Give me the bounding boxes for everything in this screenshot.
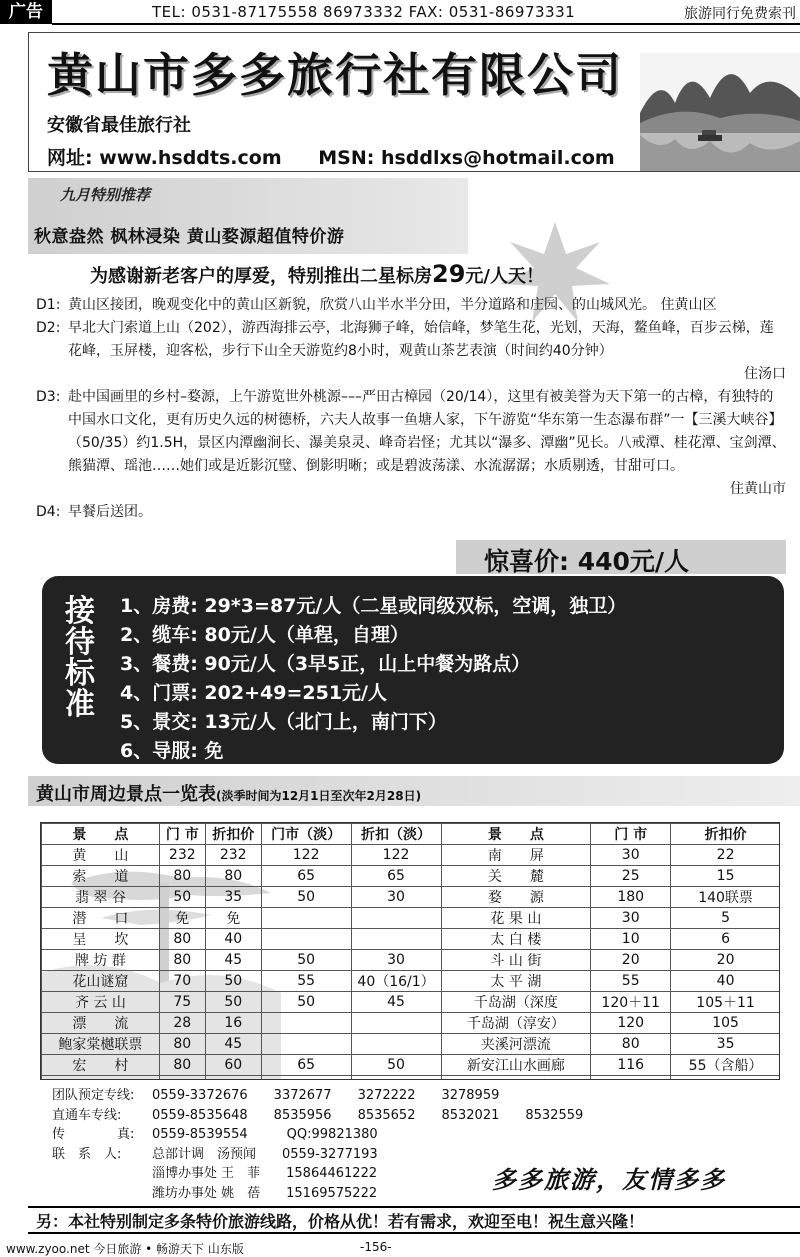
contact-row [52,1125,583,1145]
table-cell: 120＋11 [591,992,671,1013]
attractions-table [40,822,780,1080]
footer-source: www.zyoo.net 今日旅游 • 畅游天下 山东版 [6,1242,244,1256]
reception-item: 5、景交: 13元/人（北门上，南门下） [120,711,447,733]
table-cell: 116 [591,1055,671,1076]
table-cell [351,908,441,929]
day-text: 赴中国画里的乡村–婺源，上午游览世外桃源–––严田古樟园（20/14），这里有被美誉为天下第一的古樟，有独特的中国水口文化，更有历史久远的树德桥，六夫人故事一鱼塘人家，下午游览“华东第一生态瀑布群”一【三溪大峡谷】（50/35）约1.5H，景区内潭幽涧长、瀑美泉灵、峰奇岩怪；尤其以“瀑多、潭幽”见长。八戒潭、桂花潭、宝剑潭、熊猫潭、瑶池……她们或是近影沉璧、倒影明晰；或是碧波荡漾、水流潺潺；水质剔透，甘甜可口。 [68,389,786,474]
reception-title-char: 准 [65,687,95,722]
month-label: 九月特别推荐 [60,186,151,204]
table-cell: 80 [159,866,205,887]
table-cell: 65 [351,866,441,887]
table-cell: 25 [591,866,671,887]
table-cell: 15 [671,866,780,887]
thanks-line [90,260,544,288]
table-cell: 斗 山 街 [441,950,591,971]
table-cell: 45 [351,992,441,1013]
ad-label: 广告 [0,0,52,24]
table-cell: 50 [205,971,261,992]
table-cell [671,1076,780,1081]
table-cell: 鲍家棠樾联票 [42,1034,160,1055]
table-cell: 65 [261,866,351,887]
table-cell: 免 [159,908,205,929]
table-cell: 翡 翠 谷 [42,887,160,908]
table-cell: 70 [159,971,205,992]
table-cell [351,1076,441,1081]
web-row [47,143,645,170]
day-label: D1: [36,297,61,313]
table-cell [441,1076,591,1081]
table-header-cell: 门 市 [591,824,671,845]
contact-label: 传 真: [52,1127,135,1142]
table-cell: 20 [671,950,780,971]
table-cell: 潜 口 [42,908,160,929]
table-cell: 50 [261,950,351,971]
table-cell: 50 [351,1055,441,1076]
day-stay: 住汤口 [744,366,786,382]
attractions-note: (淡季时间为12月1日至次年2月28日) [216,789,422,803]
itinerary [36,294,786,524]
page-footer [0,1238,800,1257]
itinerary-day [36,501,786,524]
table-cell [261,929,351,950]
contact-row [52,1106,583,1126]
table-cell: 花山谜窟 [42,971,160,992]
thanks-pre: 为感谢新老客户的厚爱，特别推出二星标房 [90,266,432,287]
contact-value: 0559-3372676 3372677 3272222 3278959 [152,1088,500,1103]
table-header-cell: 折扣价 [205,824,261,845]
table-cell: 黄 山 [42,845,160,866]
table-header-cell: 折扣（淡） [351,824,441,845]
company-subtitle: 安徽省最佳旅行社 [47,115,191,136]
table-row [42,887,781,908]
table-cell: 22 [671,845,780,866]
table-cell: 28 [159,1013,205,1034]
contact-value: 0559-8539554 QQ:99821380 [152,1127,378,1142]
table-cell: 索 道 [42,866,160,887]
table-row [42,866,781,887]
table-cell [205,1076,261,1081]
table-cell: 50 [261,992,351,1013]
reception-title [60,596,100,720]
table-cell: 20 [591,950,671,971]
table-cell: 千岛湖（深度 [441,992,591,1013]
slogan: 多多旅游，友情多多 [492,1165,726,1194]
table-cell: 75 [159,992,205,1013]
table-cell: 千岛湖（淳安） [441,1013,591,1034]
table-cell: 50 [205,992,261,1013]
table-cell: 40 [671,971,780,992]
table-row [42,992,781,1013]
table-row [42,950,781,971]
table-cell: 122 [351,845,441,866]
table-cell: 45 [205,1034,261,1055]
table-cell: 50 [261,887,351,908]
table-cell [351,929,441,950]
day-label: D2: [36,320,61,336]
table-cell: 35 [671,1034,780,1055]
table-cell: 30 [351,887,441,908]
itinerary-day [36,294,786,317]
reception-item: 2、缆车: 80元/人（单程，自理） [120,624,409,646]
table-cell: 夹溪河漂流 [441,1034,591,1055]
thanks-post: 元/人天！ [465,266,544,287]
contact-label: 团队预定专线: [52,1088,135,1103]
reception-list [120,592,626,766]
table-row [42,1013,781,1034]
contact-label: 直通车专线: [52,1107,122,1123]
day-label: D3: [36,389,61,405]
table-cell [261,1034,351,1055]
day-stay: 住黄山市 [730,481,786,497]
itinerary-day [36,317,786,386]
contact-value: 潍坊办事处 姚 蓓 15169575222 [152,1185,378,1201]
table-cell: 太 白 楼 [441,929,591,950]
table-row [42,1076,781,1081]
table-cell: 65 [261,1055,351,1076]
reception-panel [42,576,784,764]
table-cell: 免 [205,908,261,929]
table-cell: 50 [159,887,205,908]
table-row [42,929,781,950]
table-cell: 婺 源 [441,887,591,908]
promo-headline: 秋意盎然 枫林浸染 黄山婺源超值特价游 [34,227,345,247]
table-cell [261,1076,351,1081]
table-cell: 105＋11 [671,992,780,1013]
reception-item: 3、餐费: 90元/人（3早5正，山上中餐为路点） [120,653,531,675]
table-row [42,845,781,866]
table-cell [351,1013,441,1034]
attractions-title-text: 黄山市周边景点一览表 [36,784,216,805]
table-header-cell: 景 点 [42,824,160,845]
table-cell: 80 [205,866,261,887]
table-row [42,1034,781,1055]
table-header-cell: 门市（淡） [261,824,351,845]
table-header-cell: 门 市 [159,824,205,845]
table-cell: 花 果 山 [441,908,591,929]
table-cell: 太 平 湖 [441,971,591,992]
table-cell [159,1076,205,1081]
table-cell: 180 [591,887,671,908]
attractions-grid [41,823,780,1080]
reception-title-char: 标 [65,656,95,691]
table-row [42,971,781,992]
table-cell: 30 [591,845,671,866]
surprise-price: 惊喜价: 440元/人 [484,547,690,576]
table-cell: 232 [159,845,205,866]
table-header-cell: 景 点 [441,824,591,845]
contact-value: 0559-8535648 8535956 8535652 8532021 8532559 [152,1107,584,1123]
table-cell: 16 [205,1013,261,1034]
table-cell: 140联票 [671,887,780,908]
table-cell: 80 [159,1034,205,1055]
table-cell: 232 [205,845,261,866]
table-cell: 呈 坎 [42,929,160,950]
bottom-note: 另：本社特别制定多条特价旅游线路，价格从优！若有需求，欢迎至电！祝生意兴隆！ [36,1212,645,1231]
contact-value: 淄博办事处 王 菲 15864461222 [152,1166,378,1181]
page-number: -156- [360,1240,392,1254]
company-header [28,32,800,172]
contact-label [52,1184,152,1204]
table-cell: 122 [261,845,351,866]
table-cell: 35 [205,887,261,908]
reception-item: 1、房费: 29*3=87元/人（二星或同级双标，空调，独卫） [120,595,627,617]
index-label: 旅游同行免费索刊 [684,6,796,22]
day-text: 早餐后送团。 [68,504,152,520]
table-cell: 80 [159,929,205,950]
day-text: 早北大门索道上山（202），游西海排云亭，北海狮子峰，始信峰，梦笔生花，光划，天海，鳌鱼峰，百步云梯，莲花峰，玉屏楼，迎客松，步行下山全天游览约8小时，观黄山茶艺表演（时间约40分钟） [68,320,774,359]
thanks-price: 29 [432,260,466,288]
table-cell: 10 [591,929,671,950]
table-cell: 新安江山水画廊 [441,1055,591,1076]
table-cell: 6 [671,929,780,950]
day-label: D4: [36,504,61,520]
company-name: 黄山市多多旅行社有限公司 [47,48,623,102]
contact-value: 总部计调 汤预闻 0559-3277193 [152,1146,378,1162]
msn-contact: MSN: hsddlxs@hotmail.com [318,147,615,169]
table-cell: 40 [205,929,261,950]
table-cell: 80 [591,1034,671,1055]
reception-title-char: 接 [65,594,95,629]
table-header-cell: 折扣价 [671,824,780,845]
table-cell: 南 屏 [441,845,591,866]
table-cell: 80 [159,950,205,971]
top-contact: TEL: 0531-87175558 86973332 FAX: 0531-86973331 [152,3,576,21]
contact-label [52,1164,152,1184]
table-cell [42,1076,160,1081]
top-bar [0,0,800,24]
table-cell: 45 [205,950,261,971]
table-cell [351,1034,441,1055]
table-cell: 关 麓 [441,866,591,887]
website-link[interactable]: 网址: www.hsddts.com [47,147,282,169]
table-cell: 60 [205,1055,261,1076]
table-cell: 牌 坊 群 [42,950,160,971]
table-cell [261,908,351,929]
day-text: 黄山区接团，晚观变化中的黄山区新貌，欣赏八山半水半分田，半分道路和庄园、的山城风光。 住黄山区 [68,297,717,313]
table-row [42,1055,781,1076]
table-cell: 齐 云 山 [42,992,160,1013]
table-cell: 30 [351,950,441,971]
table-cell: 漂 流 [42,1013,160,1034]
table-cell: 30 [591,908,671,929]
table-header-row [42,824,781,845]
contact-row [52,1086,583,1106]
table-cell [261,1013,351,1034]
reception-title-char: 待 [65,625,95,660]
itinerary-day [36,386,786,501]
table-row [42,908,781,929]
table-cell: 55 [261,971,351,992]
table-cell: 宏 村 [42,1055,160,1076]
table-cell [591,1076,671,1081]
table-cell: 55 [591,971,671,992]
table-cell: 40（16/1） [351,971,441,992]
attractions-title [36,780,421,806]
table-cell: 120 [591,1013,671,1034]
table-cell: 105 [671,1013,780,1034]
landscape-image [640,53,800,171]
table-cell: 5 [671,908,780,929]
reception-item: 4、门票: 202+49=251元/人 [120,682,387,704]
table-cell: 80 [159,1055,205,1076]
top-divider [52,23,800,25]
table-cell: 55（含船） [671,1055,780,1076]
reception-item: 6、导服: 免 [120,740,224,762]
contact-label: 联 系 人: [52,1146,122,1162]
